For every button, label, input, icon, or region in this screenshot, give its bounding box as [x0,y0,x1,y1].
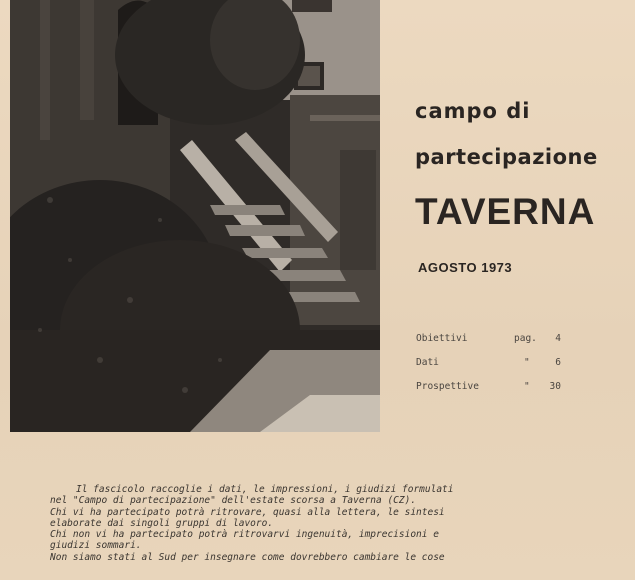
toc-page-prefix: pag. [514,333,537,344]
title-campo-di: campo di [415,99,531,123]
title-partecipazione: partecipazione [415,145,598,169]
toc-item-label: Prospettive [416,381,479,392]
intro-line: Non siamo stati al Sud per insegnare come dovrebbero cambiare le cose [50,551,445,563]
toc-item-dati [416,357,576,381]
intro-line: elaborate dai singoli gruppi di lavoro. [50,517,274,529]
toc-page-prefix: " [524,381,530,392]
publication-date: AGOSTO 1973 [418,260,513,275]
intro-line: Chi non vi ha partecipato potrà ritrovarvi ingenuità, imprecisioni e [50,529,439,541]
toc-item-label: Dati [416,357,439,368]
intro-line: Chi vi ha partecipato potrà ritrovare, quasi alla lettera, le sintesi [50,506,445,518]
toc-item-prospettive [416,381,576,405]
cover-photo [10,0,380,432]
toc-page-prefix: " [524,357,530,368]
intro-line: giudizi sommari. [50,540,142,552]
title-taverna: TAVERNA [415,191,596,232]
intro-paragraph [50,484,596,563]
toc-page-number: 4 [555,333,561,344]
toc-page-number: 30 [549,381,561,392]
toc-item-obiettivi [416,333,576,357]
toc-page-number: 6 [555,357,561,368]
village-stairs-photo [10,0,380,432]
intro-line: Il fascicolo raccoglie i dati, le impressioni, i giudizi formulati [76,484,454,495]
toc-item-label: Obiettivi [416,333,468,344]
intro-line: nel "Campo di partecipazione" dell'estate scorsa a Taverna (CZ). [50,495,417,507]
table-of-contents [416,333,576,405]
